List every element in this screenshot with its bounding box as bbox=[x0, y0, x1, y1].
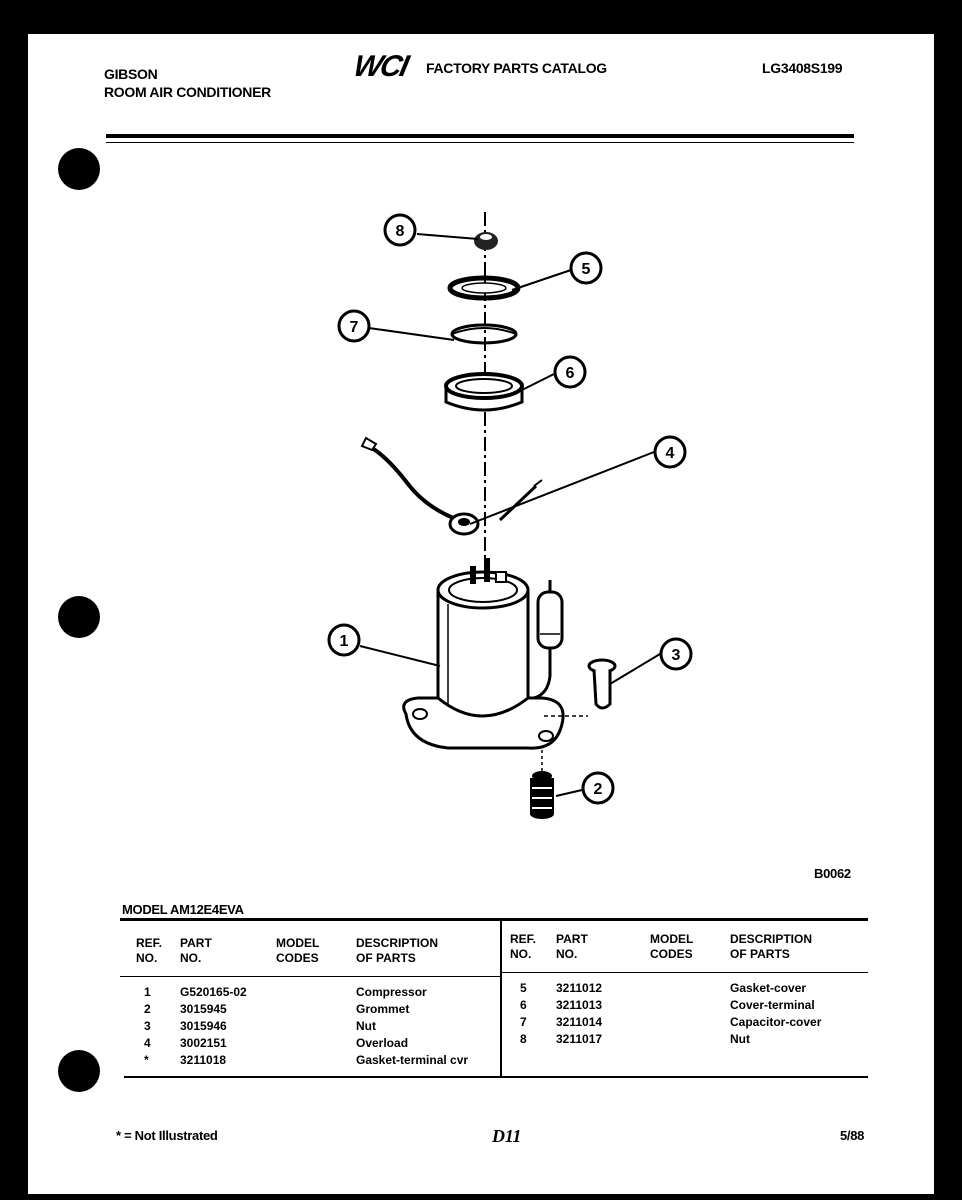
right-part-column bbox=[556, 980, 602, 1048]
right-header-model bbox=[650, 932, 693, 962]
not-illustrated-note: * = Not Illustrated bbox=[116, 1128, 218, 1143]
table-cell-ref: 1 bbox=[144, 985, 151, 999]
table-cell-desc: Gasket-cover bbox=[730, 981, 807, 995]
brand-name: GIBSON bbox=[104, 66, 158, 82]
binder-hole-bottom bbox=[58, 1050, 100, 1092]
table-cell-ref: * bbox=[144, 1053, 149, 1067]
table-cell-ref: 3 bbox=[144, 1019, 151, 1033]
left-header-model bbox=[276, 936, 319, 966]
callout-1 bbox=[329, 625, 359, 655]
table-top-rule bbox=[120, 918, 868, 921]
header-text: DESCRIPTION bbox=[730, 932, 813, 946]
callout-5-label: 5 bbox=[581, 261, 591, 278]
table-cell-ref: 8 bbox=[520, 1032, 527, 1046]
table-cell-desc: Grommet bbox=[356, 1002, 410, 1016]
table-cell-part: 3211017 bbox=[556, 1032, 603, 1046]
left-header-part bbox=[180, 936, 212, 966]
table-cell-desc: Nut bbox=[356, 1019, 376, 1033]
callout-3 bbox=[661, 639, 691, 669]
page-number: D11 bbox=[492, 1126, 522, 1146]
left-desc-column bbox=[356, 984, 468, 1069]
header-text: MODEL bbox=[276, 936, 320, 950]
header-text: CODES bbox=[650, 947, 693, 961]
table-header-rule-right bbox=[502, 972, 868, 973]
callout-7 bbox=[339, 311, 369, 341]
table-cell-ref: 7 bbox=[520, 1015, 527, 1029]
left-header-desc bbox=[356, 936, 438, 966]
catalog-title: FACTORY PARTS CATALOG bbox=[426, 60, 607, 76]
header-text: NO. bbox=[510, 947, 532, 961]
header-text: OF PARTS bbox=[356, 951, 416, 965]
nut-part-8 bbox=[474, 232, 498, 250]
callout-2-label: 2 bbox=[593, 781, 603, 798]
cover-terminal-part-6 bbox=[446, 374, 522, 410]
table-cell-desc: Capacitor-cover bbox=[730, 1015, 822, 1029]
right-ref-column bbox=[520, 980, 527, 1048]
table-center-divider bbox=[500, 921, 502, 1077]
callout-4-label: 4 bbox=[665, 445, 675, 462]
right-header-desc bbox=[730, 932, 812, 962]
callout-3-label: 3 bbox=[671, 647, 681, 664]
table-cell-desc: Nut bbox=[730, 1032, 750, 1046]
header-text: CODES bbox=[276, 951, 319, 965]
print-date: 5/88 bbox=[840, 1128, 865, 1143]
table-cell-desc: Gasket-terminal cvr bbox=[356, 1053, 469, 1067]
table-cell-desc: Cover-terminal bbox=[730, 998, 815, 1012]
table-cell-part: 3015946 bbox=[180, 1019, 227, 1033]
compressor-part-1 bbox=[404, 558, 588, 748]
table-cell-ref: 5 bbox=[520, 981, 527, 995]
drawing-code: B0062 bbox=[814, 866, 851, 881]
table-cell-part: 3211012 bbox=[556, 981, 603, 995]
left-ref-column bbox=[144, 984, 151, 1069]
product-name: ROOM AIR CONDITIONER bbox=[104, 84, 271, 100]
left-header-ref bbox=[136, 936, 162, 966]
header-text: PART bbox=[556, 932, 588, 946]
header-text: OF PARTS bbox=[730, 947, 790, 961]
callout-6-label: 6 bbox=[565, 365, 575, 382]
table-cell-desc: Overload bbox=[356, 1036, 409, 1050]
table-cell-part: 3211013 bbox=[556, 998, 603, 1012]
right-desc-column bbox=[730, 980, 821, 1048]
table-bottom-rule bbox=[124, 1076, 868, 1078]
overload-part-4 bbox=[362, 438, 542, 534]
header-text: DESCRIPTION bbox=[356, 936, 439, 950]
table-cell-part: 3211014 bbox=[556, 1015, 603, 1029]
callout-2 bbox=[583, 773, 613, 803]
header-text: MODEL bbox=[650, 932, 694, 946]
callout-4 bbox=[655, 437, 685, 467]
callout-5 bbox=[571, 253, 601, 283]
right-header-part bbox=[556, 932, 588, 962]
callout-7-label: 7 bbox=[349, 319, 359, 336]
right-header-ref bbox=[510, 932, 536, 962]
wci-logo: WCI bbox=[350, 50, 410, 83]
callout-6 bbox=[555, 357, 585, 387]
header-text: NO. bbox=[180, 951, 202, 965]
grommet-part-2 bbox=[530, 750, 554, 819]
table-cell-ref: 4 bbox=[144, 1036, 151, 1050]
model-label: MODEL AM12E4EVA bbox=[122, 902, 244, 917]
callout-8-label: 8 bbox=[395, 223, 405, 240]
callout-1-label: 1 bbox=[339, 633, 349, 650]
table-cell-part: 3211018 bbox=[180, 1053, 227, 1067]
left-part-column bbox=[180, 984, 247, 1069]
header-text: REF. bbox=[510, 932, 537, 946]
catalog-number: LG3408S199 bbox=[762, 60, 843, 76]
catalog-page bbox=[28, 34, 934, 1194]
header-text: REF. bbox=[136, 936, 163, 950]
table-cell-part: 3002151 bbox=[180, 1036, 227, 1050]
table-cell-desc: Compressor bbox=[356, 985, 427, 999]
table-cell-ref: 6 bbox=[520, 998, 527, 1012]
exploded-parts-diagram bbox=[28, 34, 934, 864]
table-cell-ref: 2 bbox=[144, 1002, 151, 1016]
header-text: NO. bbox=[556, 947, 578, 961]
table-cell-part: G520165-02 bbox=[180, 985, 247, 999]
table-cell-part: 3015945 bbox=[180, 1002, 227, 1016]
table-header-rule-left bbox=[120, 976, 500, 977]
header-text: PART bbox=[180, 936, 212, 950]
callout-8 bbox=[385, 215, 415, 245]
header-text: NO. bbox=[136, 951, 158, 965]
